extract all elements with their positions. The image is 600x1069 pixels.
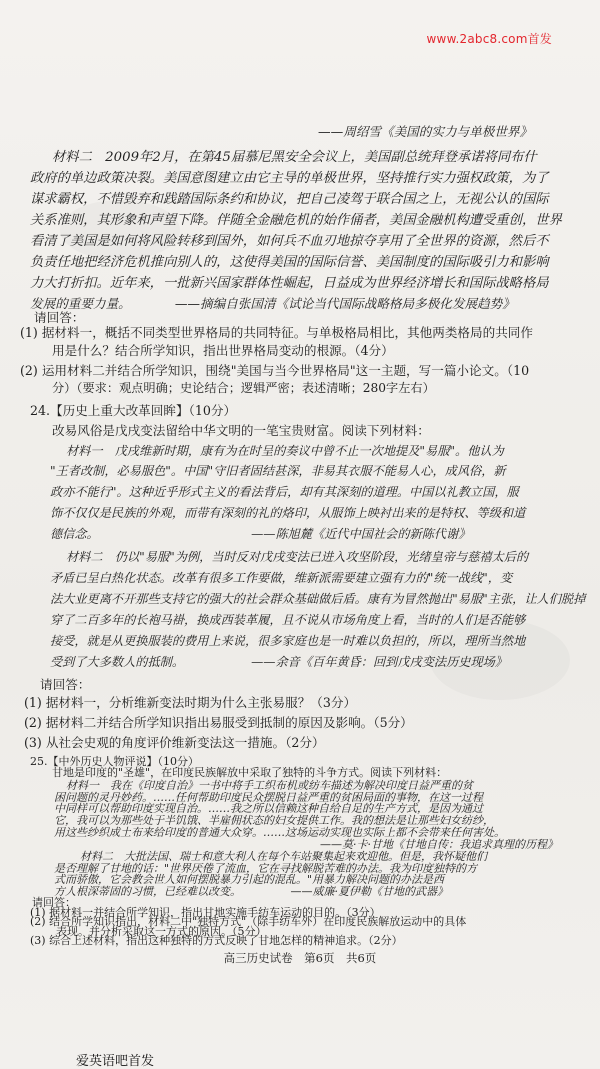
material-line: 它，我可以为那些处于半饥饿、半雇佣状态的妇女提供工作。我的想法是让那些妇女纺纱， [54,813,494,827]
material-line: 材料二 2009年2月，在第45届慕尼黑安全会议上，美国副总统拜登承诺将同布什 [52,150,537,165]
question-item: (2) 据材料二并结合所学知识指出易服受到抵制的原因及影响。（5分） [24,715,413,730]
bottom-watermark: 爱英语吧首发 [76,1054,155,1069]
material-line: 受到了大多数人的抵制。 ——余音《百年黄昏：回到戊戌变法历史现场》 [50,655,508,669]
site-watermark: www.2abc8.com首发 [426,32,552,46]
question-item: 表现。并分析采取这一方式的原因。（5分） [56,924,267,938]
material-line: 穿了二百多年的长袍马褂，换成西装革履，且不说从市场角度上看，当时的人们是否能够 [50,613,526,627]
material-line: 饰不仅仅是民族的外观，而带有深刻的礼的烙印，从服饰上映衬出来的是特权、等级和道 [50,506,526,520]
material-line: 式而骄傲，它会教会世人如何摆脱暴力引起的混乱。"用暴力解决问题的办法是西 [54,873,445,887]
intro-line: 改易风俗是戊戌变法留给中华文明的一笔宝贵财富。阅读下列材料： [52,423,430,438]
answer-prompt: 请回答： [32,895,76,909]
answer-prompt: 请回答： [34,310,85,325]
question-item: 分）（要求：观点明确；史论结合；逻辑严密；表述清晰；280字左右） [52,381,435,395]
material-line: 困问题的灵丹妙药。……任何帮助印度民众摆脱日益严重的贫困局面的事物，在这一过程 [54,790,483,804]
material-line: 方人根深蒂固的习惯，已经难以改变。 ——威廉·夏伊勒《甘地的武器》 [54,885,448,899]
material-line: 发展的重要力量。 ——摘编自张国清《试论当代国际战略格局多极化发展趋势》 [30,296,515,311]
material-line: 负责任地把经济危机推向别人的，这使得美国的国际信誉、美国制度的国际吸引力和影响 [30,255,549,270]
material-line: 是否理解了甘地的话："世界厌倦了流血，它在寻找解脱苦难的办法。我为印度独特的方 [54,861,478,875]
question-item: (2) 结合所学知识指出，材料二中"独特方式"（除手纺车外）在印度民族解放运动中的具体 [30,915,467,929]
section-heading: 25.【中外历史人物评说】（10分） [30,755,199,768]
answer-prompt: 请回答： [40,677,91,692]
material-line: 谋求霸权，不惜毁弃和践踏国际条约和协议，把自己凌驾于联合国之上，无视公认的国际 [30,192,549,207]
material-line: 材料一 戊戌维新时期，康有为在时呈的奏议中曾不止一次地提及"易服"。他认为 [66,444,504,458]
material-line: 中同样可以帮助印度实现自治。……我之所以信赖这种自给自足的生产方式，是因为通过 [54,802,483,816]
material-line: 政亦不能行"。这种近乎形式主义的看法背后，却有其深刻的道理。中国以礼教立国，服 [50,485,519,499]
question-item: (3) 综合上述材料，指出这种独特的方式反映了甘地怎样的精神追求。（2分） [30,934,403,947]
material-line: 材料二 仍以"易服"为例，当时反对戊戌变法已进入攻坚阶段，光绪皇帝与慈禧太后的 [66,550,529,564]
material-line: 法大业更离不开那些支持它的强大的社会群众基础做后盾。康有为冒然抛出"易服"主张，让人们脱掉 [50,592,586,606]
material-line: 政府的单边政策决裂。美国意图建立由它主导的单极世界，坚持推行实力强权政策，为了 [30,171,549,186]
material-line: 材料二 大批法国、瑞士和意大利人在每个车站聚集起来欢迎他。但是，我怀疑他们 [80,850,487,864]
material-line: "王者改制，必易服色"。中国"守旧者固结甚深，非易其衣服不能易人心，成风俗，新 [50,464,506,478]
material-line: 接受，就是从更换服装的费用上来说，很多家庭也是一时难以负担的，所以，理所当然地 [50,634,526,648]
material-line: 德信念。 ——陈旭麓《近代中国社会的新陈代谢》 [50,527,471,541]
material-line: 力大打折扣。近年来，一批新兴国家群体性崛起，日益成为世界经济增长和国际战略格局 [30,276,549,291]
material-line: 看清了美国是如何将风险转移到国外，如何兵不血刃地掠夺享用了全世界的资源，然后不 [30,234,549,249]
question-item: 用是什么？结合所学知识，指出世界格局变动的根源。（4分） [52,343,394,358]
question-item: (1) 据材料一，分析维新变法时期为什么主张易服？（3分） [24,695,357,710]
material-line: 材料一 我在《印度自治》一书中将手工织布机或纺车描述为解决印度日益严重的贫 [66,778,473,792]
question-item: (1) 据材料一并结合所学知识，指出甘地实施手纺车运动的目的。（3分） [30,905,381,919]
material-line: 关系准则，其形象和声望下降。伴随全金融危机的始作俑者，美国金融机构遭受重创，世界 [30,213,562,228]
page-footer: 高三历史试卷 第6页 共6页 [223,951,377,965]
section-heading: 24.【历史上重大改革回眸】（10分） [30,403,237,418]
source-citation: ——莫·卡·甘地《甘地自传：我追求真理的历程》 [320,838,558,852]
intro-line: 甘地是印度的"圣雄"，在印度民族解放中采取了独特的斗争方式。阅读下列材料： [52,766,448,780]
question-item: (1) 据材料一，概括不同类型世界格局的共同特征。与单极格局相比，其他两类格局的共同作 [20,325,533,340]
source-citation: ——周绍雪《美国的实力与单极世界》 [318,124,533,139]
material-line: 矛盾已呈白热化状态。改革有很多工作要做，维新派需要建立强有力的"统一战线"，变 [50,571,513,585]
question-item: (3) 从社会史观的角度评价维新变法这一措施。（2分） [24,735,325,750]
material-line: 用这些纱织成土布来给印度的普通大众穿。……这场运动实现也实际上都不会带来任何害处。 [54,825,505,839]
question-item: (2) 运用材料二并结合所学知识，围绕"美国与当今世界格局"这一主题，写一篇小论文。（10 [20,363,530,378]
